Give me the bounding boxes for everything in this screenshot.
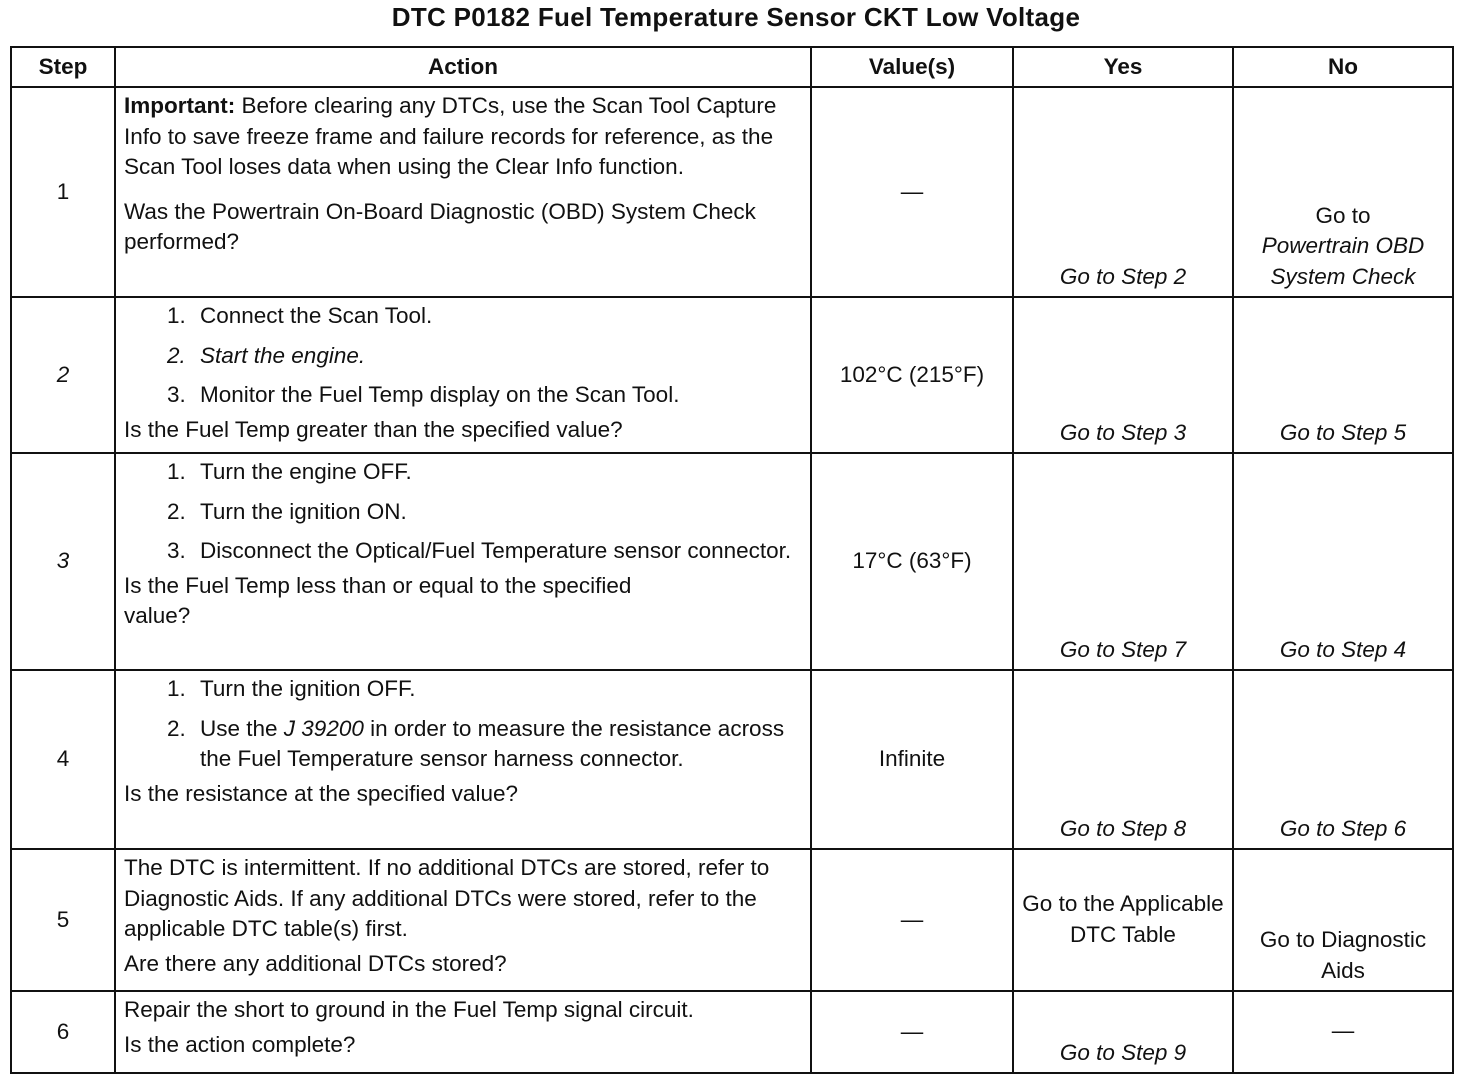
step-number: 3 (11, 453, 115, 670)
action-steps (124, 301, 802, 411)
action-question: Is the action complete? (124, 1031, 356, 1057)
yes-link[interactable]: Go to Step 3 (1013, 297, 1233, 453)
no-link[interactable]: Go to Step 5 (1233, 297, 1453, 453)
action-steps (124, 674, 802, 775)
action-text: Use the (200, 715, 284, 741)
table-row (11, 849, 1453, 991)
action-step: 2. Turn the ignition ON. (192, 497, 802, 528)
header-step: Step (11, 47, 115, 87)
tool-number: J 39200 (283, 715, 364, 741)
no-link-target: Powertrain OBD System Check (1261, 233, 1425, 289)
header-values: Value(s) (811, 47, 1013, 87)
no-link[interactable]: Go to Diagnostic Aids (1233, 849, 1453, 991)
yes-link[interactable]: Go to the Applicable DTC Table (1013, 849, 1233, 991)
no-link[interactable]: Go to Step 4 (1233, 453, 1453, 670)
step-number: 5 (11, 849, 115, 991)
no-link-prefix: Go to (1315, 202, 1371, 228)
table-row (11, 991, 1453, 1073)
step-number: 4 (11, 670, 115, 849)
action-step: 3. Disconnect the Optical/Fuel Temperature sensor connector. (192, 536, 802, 567)
yes-link[interactable]: Go to Step 7 (1013, 453, 1233, 670)
value-cell: 17°C (63°F) (811, 453, 1013, 670)
value-cell: — (811, 87, 1013, 297)
action-step: 1. Connect the Scan Tool. (192, 301, 802, 332)
action-text: in order to measure the resistance across the Fuel Temperature sensor harness connector. (200, 715, 785, 771)
yes-link[interactable]: Go to Step 9 (1013, 991, 1233, 1073)
action-question: Is the resistance at the specified value? (124, 780, 518, 806)
step-number: 6 (11, 991, 115, 1073)
value-cell: Infinite (811, 670, 1013, 849)
table-row (11, 297, 1453, 453)
table-row (11, 453, 1453, 670)
important-text: Before clearing any DTCs, use the Scan Tool Capture Info to save freeze frame and failure records for reference, as the Scan Tool loses data when using the Clear Info function. (124, 93, 777, 179)
table-row (11, 670, 1453, 849)
action-step (192, 714, 802, 775)
table-row (11, 87, 1453, 297)
action-text: The DTC is intermittent. If no additional DTCs are stored, refer to Diagnostic Aids. If any additional DTCs were stored, refer to the applicable DTC table(s) first. (124, 855, 770, 941)
header-yes: Yes (1013, 47, 1233, 87)
header-action: Action (115, 47, 811, 87)
action-step: 2. Start the engine. (192, 341, 802, 372)
action-text: Repair the short to ground in the Fuel Temp signal circuit. (124, 997, 694, 1022)
step-number: 1 (11, 87, 115, 297)
action-steps (124, 457, 802, 567)
action-cell (115, 991, 811, 1073)
no-link[interactable]: Go to Step 6 (1233, 670, 1453, 849)
action-cell (115, 453, 811, 670)
important-label: Important: (124, 93, 236, 118)
dtc-diagnostic-table (10, 46, 1454, 1074)
action-cell (115, 297, 811, 453)
yes-link[interactable]: Go to Step 8 (1013, 670, 1233, 849)
action-question: Are there any additional DTCs stored? (124, 950, 507, 976)
table-header-row (11, 47, 1453, 87)
page-title: DTC P0182 Fuel Temperature Sensor CKT Low Voltage (391, 2, 1081, 32)
value-cell: 102°C (215°F) (811, 297, 1013, 453)
action-step: 3. Monitor the Fuel Temp display on the Scan Tool. (192, 380, 802, 411)
action-step: 1. Turn the ignition OFF. (192, 674, 802, 705)
action-cell (115, 849, 811, 991)
header-no: No (1233, 47, 1453, 87)
action-question: Is the Fuel Temp less than or equal to the specified value? (124, 572, 632, 628)
yes-link[interactable]: Go to Step 2 (1013, 87, 1233, 297)
action-question: Is the Fuel Temp greater than the specified value? (124, 416, 623, 442)
important-note (124, 91, 802, 183)
value-cell: — (811, 849, 1013, 991)
action-question: Was the Powertrain On-Board Diagnostic (OBD) System Check performed? (124, 198, 756, 254)
no-value: — (1233, 991, 1453, 1073)
no-link[interactable] (1233, 87, 1453, 297)
value-cell: — (811, 991, 1013, 1073)
action-step: 1. Turn the engine OFF. (192, 457, 802, 488)
action-cell (115, 670, 811, 849)
step-number: 2 (11, 297, 115, 453)
action-cell (115, 87, 811, 297)
